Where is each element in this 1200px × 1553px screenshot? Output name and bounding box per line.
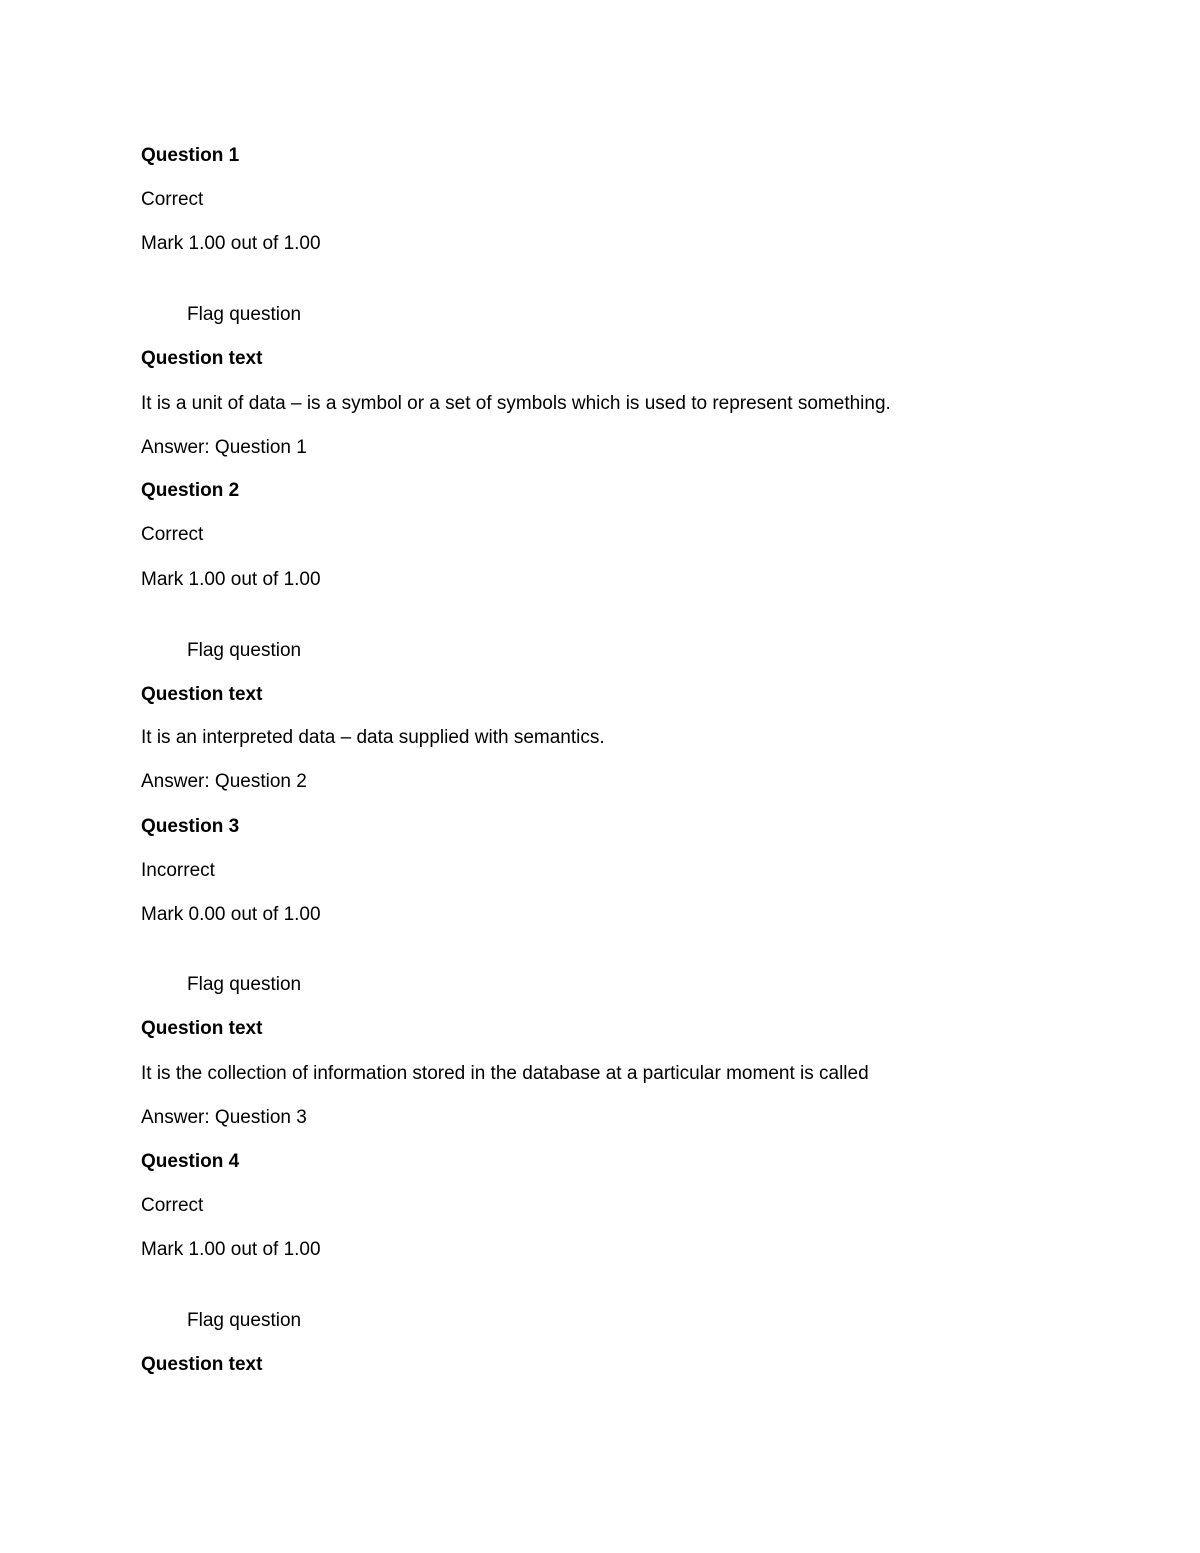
question-heading: Question 1 [141, 145, 240, 166]
question-heading: Question 2 [141, 480, 240, 501]
flag-question-link[interactable]: Flag question [187, 1310, 302, 1331]
question-mark: Mark 0.00 out of 1.00 [141, 904, 321, 925]
question-text-heading: Question text [141, 1354, 263, 1375]
question-text: It is an interpreted data – data supplied with semantics. [141, 727, 605, 748]
answer-label: Answer: Question 3 [141, 1107, 307, 1128]
answer-label: Answer: Question 1 [141, 437, 307, 458]
question-mark: Mark 1.00 out of 1.00 [141, 233, 321, 254]
flag-question-link[interactable]: Flag question [187, 974, 302, 995]
question-mark: Mark 1.00 out of 1.00 [141, 1239, 321, 1260]
question-mark: Mark 1.00 out of 1.00 [141, 569, 321, 590]
question-status: Correct [141, 524, 204, 545]
flag-question-link[interactable]: Flag question [187, 640, 302, 661]
question-text-heading: Question text [141, 684, 263, 705]
flag-question-link[interactable]: Flag question [187, 304, 302, 325]
question-status: Correct [141, 189, 204, 210]
question-status: Correct [141, 1195, 204, 1216]
question-heading: Question 3 [141, 816, 240, 837]
question-text: It is a unit of data – is a symbol or a set of symbols which is used to represent something. [141, 393, 891, 414]
question-text-heading: Question text [141, 348, 263, 369]
answer-label: Answer: Question 2 [141, 771, 307, 792]
question-text-heading: Question text [141, 1018, 263, 1039]
question-heading: Question 4 [141, 1151, 240, 1172]
question-text: It is the collection of information stored in the database at a particular moment is called [141, 1063, 869, 1084]
question-status: Incorrect [141, 860, 215, 881]
